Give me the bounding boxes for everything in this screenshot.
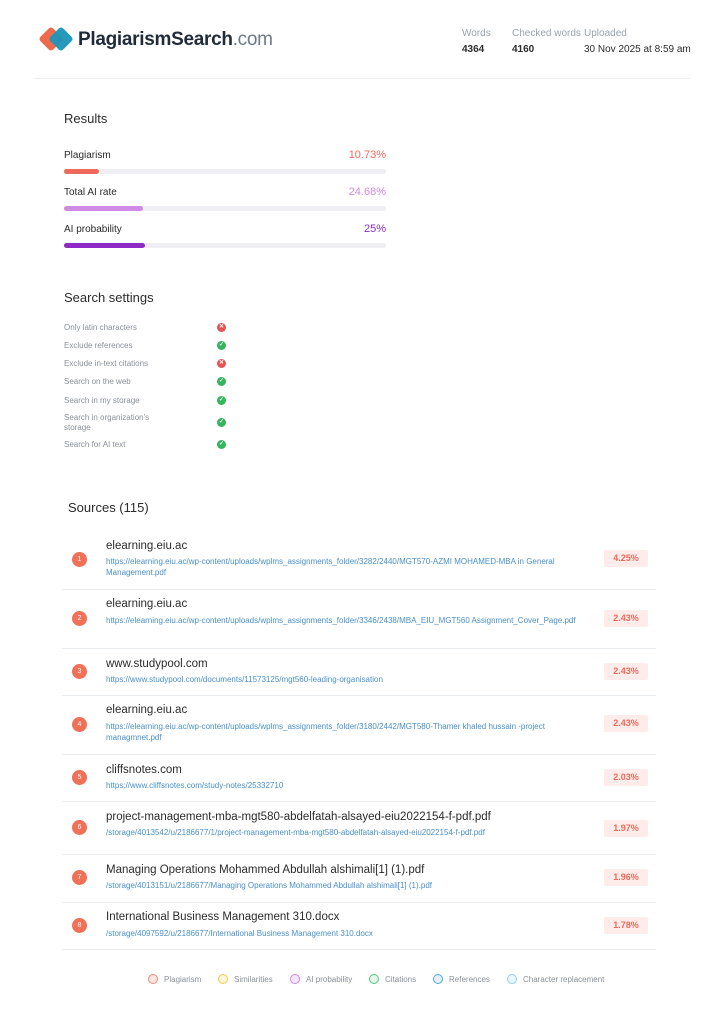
setting-only-latin [64, 323, 234, 333]
setting-label: Search for AI text [64, 440, 126, 449]
source-item[interactable] [62, 802, 656, 855]
setting-exclude-references [64, 341, 234, 351]
source-url[interactable]: https://elearning.eiu.ac/wp-content/uploads/wplms_assignments_folder/3346/2438/MBA_EIU_MGT560 Assignment_Cover_Page.pdf [106, 616, 576, 625]
result-value: 24.68% [348, 186, 386, 198]
source-percent-badge: 2.43% [604, 610, 648, 627]
results-title: Results [64, 111, 108, 126]
legend-label: Plagiarism [164, 974, 202, 984]
check-icon: ✓ [218, 342, 225, 348]
setting-label: Search in organization's storage [64, 413, 150, 432]
source-title[interactable]: International Business Management 310.docx [106, 911, 340, 923]
setting-label: Search on the web [64, 377, 131, 386]
setting-exclude-citations [64, 359, 234, 369]
check-icon: ✓ [218, 397, 225, 403]
source-title[interactable]: www.studypool.com [106, 658, 208, 670]
uploaded-stat [584, 28, 691, 55]
source-number: 7 [72, 870, 87, 885]
progress-track [64, 243, 386, 248]
source-url[interactable]: /storage/4013542/u/2186677/1/project-management-mba-mgt580-abdelfatah-alsayed-eiu2022154-f-pdf.pdf [106, 828, 485, 837]
source-url[interactable]: https://elearning.eiu.ac/wp-content/uploads/wplms_assignments_folder/3180/2442/MGT580-Thamer khaled hussain -project managmnet.pdf [106, 722, 545, 742]
checked-words-stat [512, 28, 581, 55]
setting-search-org-storage [64, 413, 234, 433]
source-url[interactable]: /storage/4013151/u/2186677/Managing Operations Mohammed Abdullah alshimali[1] (1).pdf [106, 881, 432, 890]
source-title[interactable]: elearning.eiu.ac [106, 704, 188, 716]
progress-track [64, 206, 386, 211]
checked-words-value: 4160 [512, 44, 535, 55]
checked-words-label: Checked words [512, 28, 581, 39]
progress-track [64, 169, 386, 174]
logo-icon [40, 26, 74, 54]
source-percent-badge: 2.03% [604, 769, 648, 786]
source-percent-badge: 1.97% [604, 820, 648, 837]
source-item[interactable] [62, 530, 656, 590]
source-url[interactable]: https://www.cliffsnotes.com/study-notes/25332710 [106, 781, 284, 790]
source-number: 3 [72, 664, 87, 679]
result-label: Plagiarism [64, 150, 111, 161]
source-title[interactable]: Managing Operations Mohammed Abdullah alshimali[1] (1).pdf [106, 864, 425, 876]
legend-label: AI probability [306, 974, 353, 984]
setting-label: Only latin characters [64, 323, 137, 332]
legend-swatch [148, 974, 158, 984]
result-label: AI probability [64, 224, 122, 235]
legend-item-ai-probability [290, 974, 352, 984]
cross-icon: ✕ [218, 324, 225, 330]
result-label: Total AI rate [64, 187, 117, 198]
source-percent-badge: 2.43% [604, 663, 648, 680]
legend-item-plagiarism [148, 974, 201, 984]
legend-label: Citations [385, 974, 417, 984]
source-item[interactable] [62, 855, 656, 903]
progress-fill [64, 169, 99, 174]
legend [0, 974, 724, 988]
legend-item-citations [369, 974, 416, 984]
source-item[interactable] [62, 755, 656, 802]
legend-label: Character replacement [523, 974, 605, 984]
source-percent-badge: 2.43% [604, 715, 648, 732]
uploaded-label: Uploaded [584, 28, 627, 39]
sources-title: Sources (115) [68, 500, 149, 515]
legend-swatch [218, 974, 228, 984]
brand-logo[interactable] [40, 26, 273, 54]
search-settings-title: Search settings [64, 290, 154, 305]
cross-icon: ✕ [218, 360, 225, 366]
check-icon: ✓ [218, 419, 225, 425]
legend-item-character-replacement [507, 974, 604, 984]
legend-label: References [449, 974, 490, 984]
check-icon: ✓ [218, 378, 225, 384]
legend-swatch [433, 974, 443, 984]
setting-label: Exclude in-text citations [64, 359, 149, 368]
result-value: 25% [363, 223, 386, 235]
source-percent-badge: 1.78% [604, 917, 648, 934]
source-number: 5 [72, 770, 87, 785]
words-value: 4364 [462, 44, 485, 55]
source-number: 1 [72, 552, 87, 567]
source-number: 4 [72, 717, 87, 732]
source-item[interactable] [62, 903, 656, 950]
setting-label: Exclude references [64, 341, 133, 350]
words-stat [462, 28, 491, 55]
setting-search-my-storage [64, 396, 234, 406]
source-number: 2 [72, 611, 87, 626]
check-icon: ✓ [218, 441, 225, 447]
legend-item-similarities [218, 974, 273, 984]
setting-search-ai-text [64, 440, 234, 450]
legend-label: Similarities [234, 974, 273, 984]
source-title[interactable]: elearning.eiu.ac [106, 598, 188, 610]
words-label: Words [462, 28, 491, 39]
legend-swatch [369, 974, 379, 984]
source-item[interactable] [62, 590, 656, 649]
legend-swatch [507, 974, 517, 984]
source-title[interactable]: project-management-mba-mgt580-abdelfatah-alsayed-eiu2022154-f-pdf.pdf [106, 811, 491, 823]
source-url[interactable]: /storage/4097592/u/2186677/International Business Management 310.docx [106, 929, 373, 938]
source-percent-badge: 1.96% [604, 869, 648, 886]
source-title[interactable]: elearning.eiu.ac [106, 540, 188, 552]
source-title[interactable]: cliffsnotes.com [106, 764, 182, 776]
source-url[interactable]: https://www.studypool.com/documents/11573125/mgt560-leading-organisation [106, 675, 383, 684]
progress-fill [64, 206, 143, 211]
header-divider [34, 78, 690, 79]
progress-fill [64, 243, 145, 248]
source-number: 8 [72, 918, 87, 933]
source-percent-badge: 4.25% [604, 550, 648, 567]
legend-item-references [433, 974, 490, 984]
setting-search-web [64, 377, 234, 387]
source-item[interactable] [62, 696, 656, 755]
setting-label: Search in my storage [64, 396, 140, 405]
source-url[interactable]: https://elearning.eiu.ac/wp-content/uploads/wplms_assignments_folder/3282/2440/MGT570-AZMI MOHAMED-MBA in General Management.pdf [106, 557, 555, 577]
result-value: 10.73% [348, 149, 386, 161]
source-item[interactable] [62, 649, 656, 696]
legend-swatch [290, 974, 300, 984]
brand-name: PlagiarismSearch.com [78, 29, 273, 50]
uploaded-value: 30 Nov 2025 at 8:59 am [584, 44, 691, 55]
report-header [0, 0, 724, 80]
source-number: 6 [72, 820, 87, 835]
